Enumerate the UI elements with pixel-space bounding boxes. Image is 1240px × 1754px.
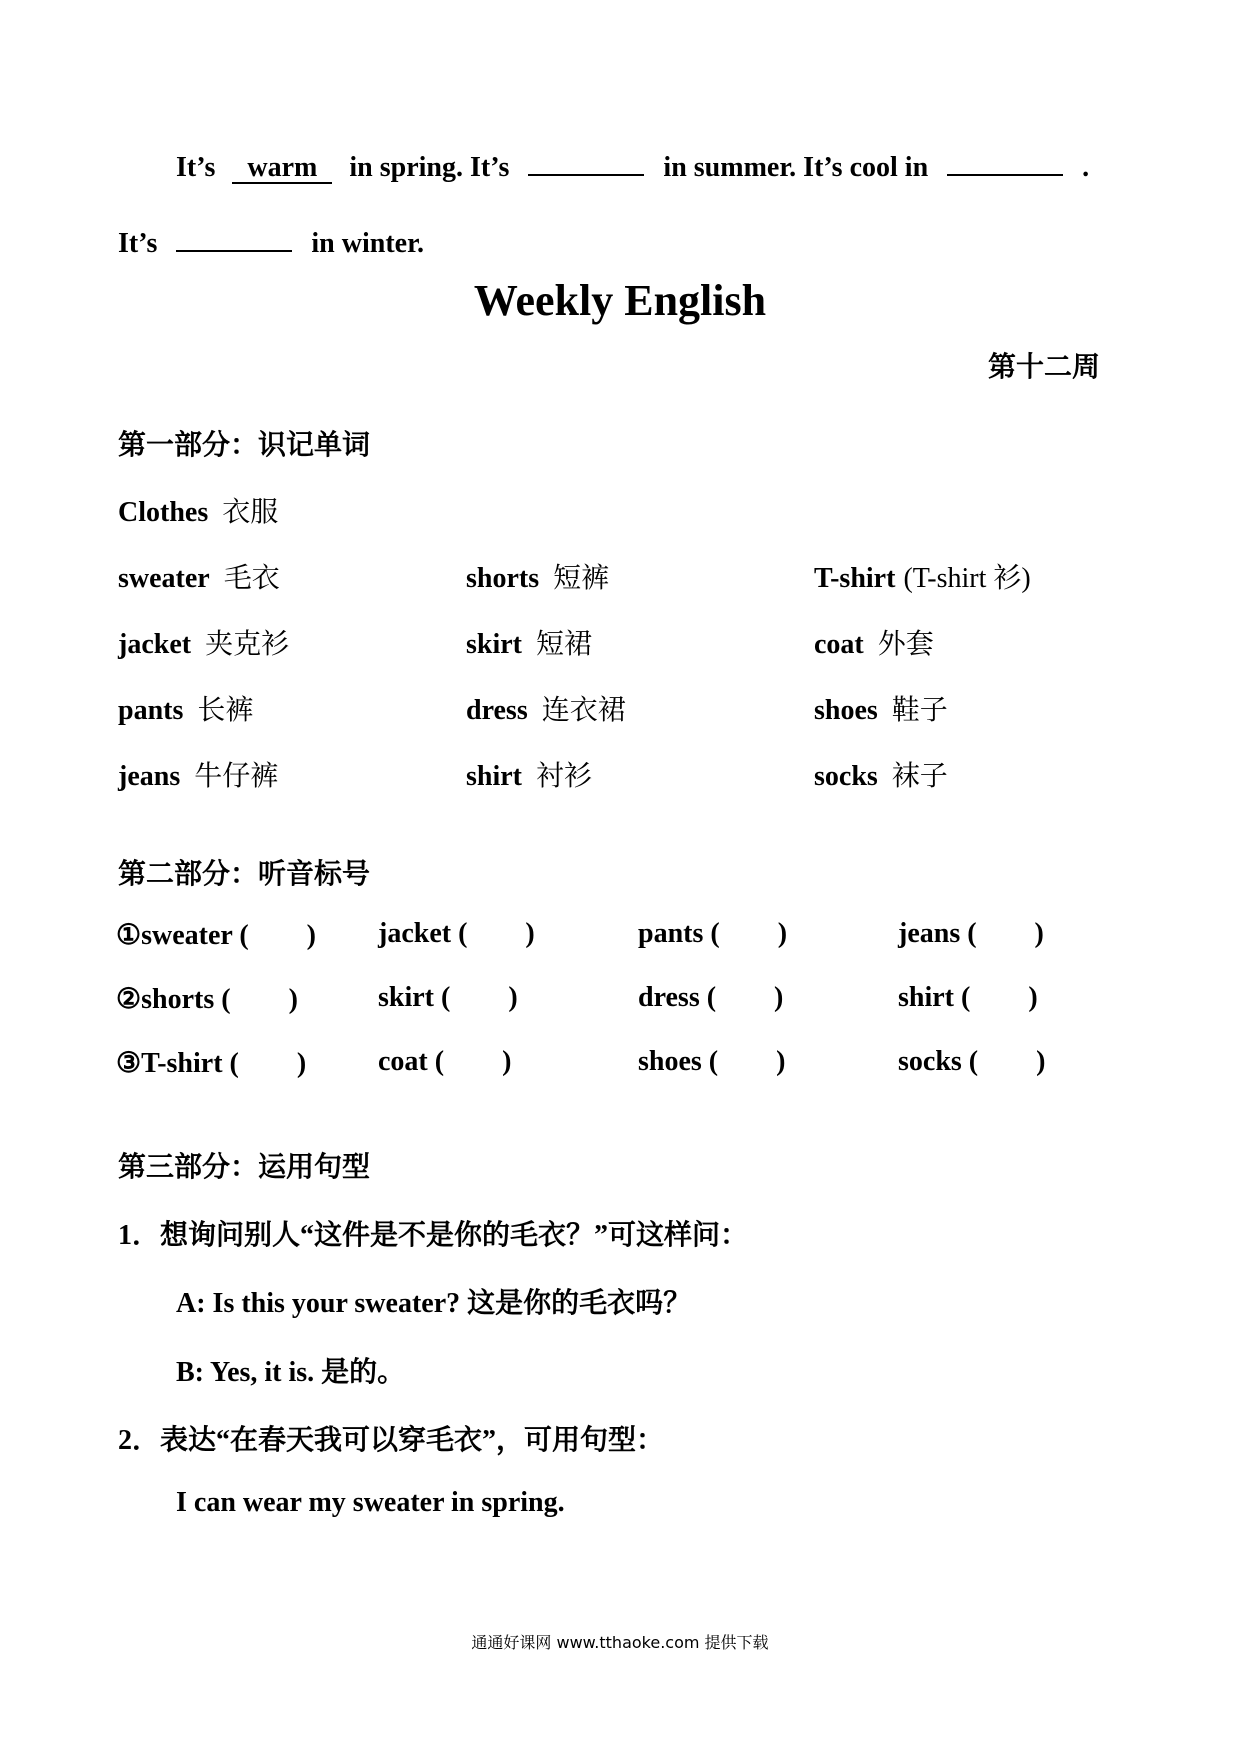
paren-close: )	[502, 1046, 512, 1077]
vocab-item	[814, 754, 948, 794]
word-en: pants	[118, 695, 184, 726]
question-1-answer-a: A: Is this your sweater? 这是你的毛衣吗？	[176, 1288, 692, 1319]
vocab-item	[118, 754, 278, 794]
word-zh: 衣服	[222, 497, 279, 528]
word-en: shirt	[466, 761, 522, 792]
listen-word: shorts (	[141, 984, 231, 1015]
listen-word: skirt (	[378, 982, 451, 1013]
listen-item	[116, 1046, 306, 1080]
question-1: 1．想询问别人“这件是不是你的毛衣？”可这样问：	[118, 1220, 749, 1251]
word-zh: 外套	[877, 629, 934, 660]
word-en: jacket	[118, 629, 192, 660]
listen-item	[116, 982, 298, 1016]
number-marker: ②	[116, 984, 142, 1015]
listen-item	[378, 1046, 511, 1078]
answer-blank-2[interactable]	[528, 174, 644, 176]
paren-close: )	[777, 918, 788, 949]
word-zh: (T-shirt 衫)	[903, 563, 1031, 594]
word-en: Clothes	[118, 497, 209, 528]
paren-close: )	[296, 1048, 307, 1079]
listen-word: shoes (	[638, 1046, 719, 1077]
listen-word: sweater (	[141, 920, 249, 951]
paren-close: )	[508, 982, 518, 1013]
paren-close: )	[1028, 982, 1038, 1013]
word-zh: 毛衣	[223, 563, 280, 594]
vocab-item	[814, 688, 948, 728]
listen-item	[378, 918, 535, 950]
text: in spring. It’s	[349, 152, 510, 183]
listen-word: pants (	[638, 918, 720, 949]
paren-close: )	[525, 918, 535, 949]
text: in summer. It’s cool in	[663, 152, 929, 183]
number-marker: ①	[116, 920, 142, 951]
word-en: socks	[814, 761, 878, 792]
word-zh: 袜子	[891, 761, 948, 792]
listen-word: T-shirt (	[141, 1048, 239, 1079]
word-en: skirt	[466, 629, 522, 660]
question-1-answer-b: B: Yes, it is. 是的。	[176, 1357, 406, 1388]
word-zh: 衬衫	[536, 761, 593, 792]
vocab-item	[466, 556, 609, 596]
listen-word: dress (	[638, 982, 717, 1013]
paren-close: )	[776, 1046, 786, 1077]
paren-close: )	[1036, 1046, 1046, 1077]
vocab-item	[118, 622, 289, 662]
vocab-item	[466, 754, 592, 794]
category-clothes	[118, 490, 278, 530]
word-zh: 夹克衫	[205, 629, 290, 660]
listen-item	[898, 982, 1038, 1014]
listen-item	[638, 918, 787, 950]
vocab-item	[118, 556, 280, 596]
paren-close: )	[306, 920, 316, 951]
question-2: 2．表达“在春天我可以穿毛衣”，可用句型：	[118, 1425, 665, 1456]
part2-heading: 第二部分：听音标号	[118, 859, 371, 890]
vocab-item	[466, 622, 592, 662]
text: .	[1082, 152, 1090, 183]
number-marker: ③	[116, 1048, 142, 1079]
listen-item	[116, 918, 316, 952]
listen-item	[638, 982, 783, 1014]
word-zh: 短裤	[553, 563, 610, 594]
part3-heading: 第三部分：运用句型	[118, 1152, 371, 1183]
listen-item	[638, 1046, 785, 1078]
listen-item	[898, 1046, 1045, 1078]
word-en: shoes	[814, 695, 878, 726]
word-zh: 长裤	[197, 695, 254, 726]
word-zh: 连衣裙	[541, 695, 626, 726]
vocab-item	[118, 688, 253, 728]
text: in winter.	[311, 228, 424, 259]
answer-blank-4[interactable]	[176, 250, 292, 252]
vocab-item	[466, 688, 626, 728]
page-title: Weekly English	[473, 276, 767, 325]
word-en: sweater	[118, 563, 210, 594]
listen-word: jeans (	[898, 918, 977, 949]
week-label: 第十二周	[987, 352, 1100, 383]
listen-word: socks (	[898, 1046, 979, 1077]
fill-in-line-1	[176, 152, 1089, 184]
listen-word: coat (	[378, 1046, 445, 1077]
word-en: coat	[814, 629, 864, 660]
word-zh: 短裙	[536, 629, 593, 660]
word-en: T-shirt	[814, 563, 896, 594]
word-en: dress	[466, 695, 528, 726]
word-zh: 牛仔裤	[194, 761, 279, 792]
vocab-item	[814, 556, 1031, 596]
listen-item	[378, 982, 518, 1014]
vocab-item	[814, 622, 934, 662]
word-en: jeans	[118, 761, 181, 792]
footer-credit: 通通好课网 www.tthaoke.com 提供下载	[471, 1633, 769, 1652]
answer-blank-3[interactable]	[947, 174, 1063, 176]
question-2-sentence: I can wear my sweater in spring.	[176, 1487, 565, 1518]
paren-close: )	[1034, 918, 1044, 949]
answer-blank-1[interactable]: warm	[232, 153, 332, 184]
text: It’s	[176, 152, 216, 183]
paren-close: )	[288, 984, 298, 1015]
paren-close: )	[774, 982, 784, 1013]
word-en: shorts	[466, 563, 540, 594]
listen-word: shirt (	[898, 982, 971, 1013]
word-zh: 鞋子	[891, 695, 948, 726]
part1-heading: 第一部分：识记单词	[118, 430, 371, 461]
text: It’s	[118, 228, 158, 259]
listen-item	[898, 918, 1044, 950]
fill-in-line-2	[118, 228, 424, 260]
listen-word: jacket (	[378, 918, 468, 949]
